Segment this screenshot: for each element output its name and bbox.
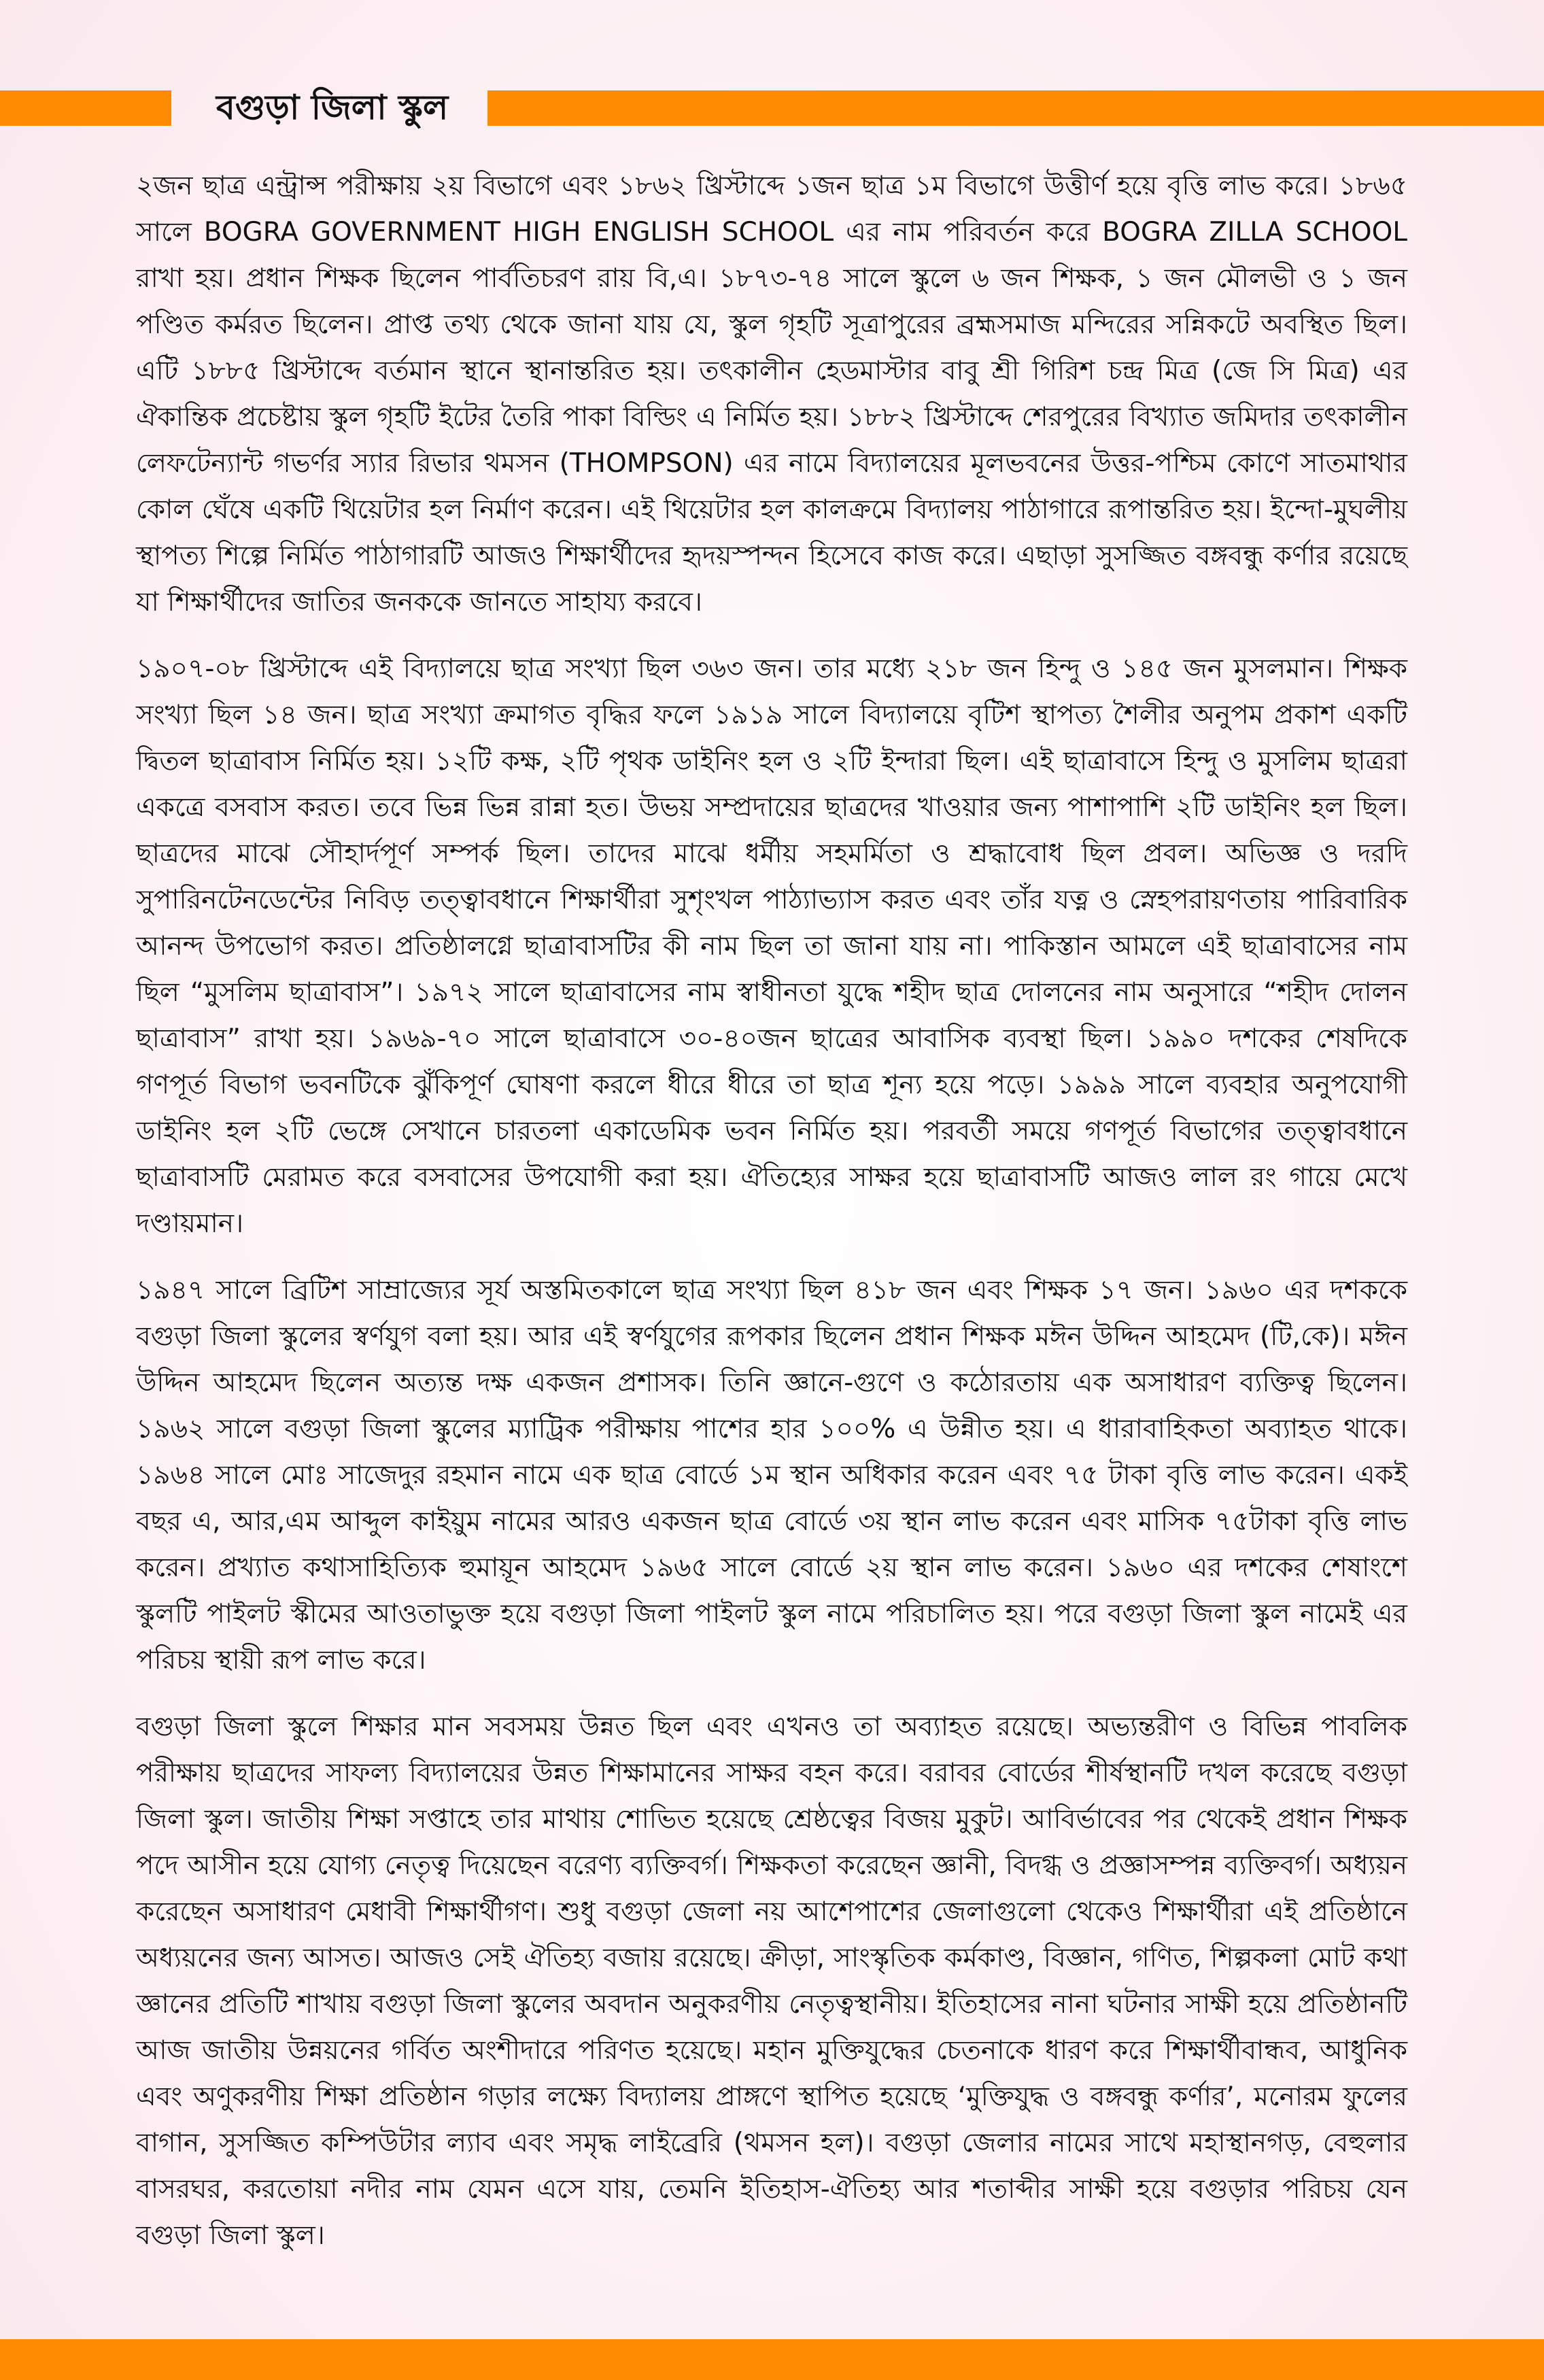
paragraph-golden-era: ১৯৪৭ সালে ব্রিটিশ সাম্রাজ্যের সূর্য অস্তমিতকালে ছাত্র সংখ্যা ছিল ৪১৮ জন এবং শিক্ষক ১৭ জন। ১৯৬০ এর দশককে বগুড়া জিলা স্কুলের স্বর্ণযুগ বলা হয়। আর এই স্বর্ণযুগের রূপকার ছিলেন প্রধান শিক্ষক মঈন উদ্দিন আহমেদ (টি,কে)। মঈন উদ্দিন আহমেদ ছিলেন অত্যন্ত দক্ষ একজন প্রশাসক। তিনি জ্ঞানে-গুণে ও কঠোরতায় এক অসাধারণ ব্যক্তিত্ব ছিলেন। ১৯৬২ সালে বগুড়া জিলা স্কুলের ম্যাট্রিক পরীক্ষায় পাশের হার ১০০% এ উন্নীত হয়। এ ধারাবাহিকতা অব্যাহত থাকে। ১৯৬৪ সালে মোঃ সাজেদুর রহমান নামে এক ছাত্র বোর্ডে ১ম স্থান অধিকার করেন এবং ৭৫ টাকা বৃত্তি লাভ করেন। একই বছর এ, আর,এম আব্দুল কাইয়ুম নামের আরও একজন ছাত্র বোর্ডে ৩য় স্থান লাভ করেন এবং মাসিক ৭৫টাকা বৃত্তি লাভ করেন। প্রখ্যাত কথাসাহিত্যিক হুমায়ূন আহমেদ ১৯৬৫ সালে বোর্ডে ২য় স্থান লাভ করেন। ১৯৬০ এর দশকের শেষাংশে স্কুলটি পাইলট স্কীমের আওতাভুক্ত হয়ে বগুড়া জিলা পাইলট স্কুল নামে পরিচালিত হয়। পরে বগুড়া জিলা স্কুল নামেই এর পরিচয় স্থায়ী রূপ লাভ করে। xyxy=(136,1275,1408,1676)
paragraph-history-early: ২জন ছাত্র এন্ট্রান্স পরীক্ষায় ২য় বিভাগে এবং ১৮৬২ খ্রিস্টাব্দে ১জন ছাত্র ১ম বিভাগে উত্তীর্ণ হয়ে বৃত্তি লাভ করে। ১৮৬৫ সালে BOGRA GOVERNMENT HIGH ENGLISH SCHOOL এর নাম পরিবর্তন করে BOGRA ZILLA SCHOOL রাখা হয়। প্রধান শিক্ষক ছিলেন পার্বতিচরণ রায় বি,এ। ১৮৭৩-৭৪ সালে স্কুলে ৬ জন শিক্ষক, ১ জন মৌলভী ও ১ জন পণ্ডিত কর্মরত ছিলেন। প্রাপ্ত তথ্য থেকে জানা যায় যে, স্কুল গৃহটি সূত্রাপুরের ব্রহ্মসমাজ মন্দিরের সন্নিকটে অবস্থিত ছিল। এটি ১৮৮৫ খ্রিস্টাব্দে বর্তমান স্থানে স্থানান্তরিত হয়। তৎকালীন হেডমাস্টার বাবু শ্রী গিরিশ চন্দ্র মিত্র (জে সি মিত্র) এর ঐকান্তিক প্রচেষ্টায় স্কুল গৃহটি ইটের তৈরি পাকা বিল্ডিং এ নির্মিত হয়। ১৮৮২ খ্রিস্টাব্দে শেরপুরের বিখ্যাত জমিদার তৎকালীন লেফটেন্যান্ট গভর্ণর স্যার রিভার থমসন (THOMPSON) এর নামে বিদ্যালয়ের মূলভবনের উত্তর-পশ্চিম কোণে সাতমাথার কোল ঘেঁষে একটি থিয়েটার হল নির্মাণ করেন। এই থিয়েটার হল কালক্রমে বিদ্যালয় পাঠাগারে রূপান্তরিত হয়। ইন্দো-মুঘলীয় স্থাপত্য শিল্পে নির্মিত পাঠাগারটি আজও শিক্ষার্থীদের হৃদয়স্পন্দন হিসেবে কাজ করে। এছাড়া সুসজ্জিত বঙ্গবন্ধু কর্ণার রয়েছে যা শিক্ষার্থীদের জাতির জনককে জানতে সাহায্য করবে। xyxy=(136,171,1407,617)
header-bar-right xyxy=(487,90,1544,126)
header-bar-left xyxy=(0,90,171,126)
paragraph-hostel: ১৯০৭-০৮ খ্রিস্টাব্দে এই বিদ্যালয়ে ছাত্র সংখ্যা ছিল ৩৬৩ জন। তার মধ্যে ২১৮ জন হিন্দু ও ১৪৫ জন মুসলমান। শিক্ষক সংখ্যা ছিল ১৪ জন। ছাত্র সংখ্যা ক্রমাগত বৃদ্ধির ফলে ১৯১৯ সালে বিদ্যালয়ে বৃটিশ স্থাপত্য শৈলীর অনুপম প্রকাশ একটি দ্বিতল ছাত্রাবাস নির্মিত হয়। ১২টি কক্ষ, ২টি পৃথক ডাইনিং হল ও ২টি ইন্দারা ছিল। এই ছাত্রাবাসে হিন্দু ও মুসলিম ছাত্ররা একত্রে বসবাস করত। তবে ভিন্ন ভিন্ন রান্না হত। উভয় সম্প্রদায়ের ছাত্রদের খাওয়ার জন্য পাশাপাশি ২টি ডাইনিং হল ছিল। ছাত্রদের মাঝে সৌহার্দপূর্ণ সম্পর্ক ছিল। তাদের মাঝে ধর্মীয় সহমর্মিতা ও শ্রদ্ধাবোধ ছিল প্রবল। অভিজ্ঞ ও দরদি সুপারিনটেনডেন্টের নিবিড় তত্ত্বাবধানে শিক্ষার্থীরা সুশৃংখল পাঠ্যাভ্যাস করত এবং তাঁর যত্ন ও স্নেহপরায়ণতায় পারিবারিক আনন্দ উপভোগ করত। প্রতিষ্ঠালগ্নে ছাত্রাবাসটির কী নাম ছিল তা জানা যায় না। পাকিস্তান আমলে এই ছাত্রাবাসের নাম ছিল “মুসলিম ছাত্রাবাস”। ১৯৭২ সালে ছাত্রাবাসের নাম স্বাধীনতা যুদ্ধে শহীদ ছাত্র দোলনের নাম অনুসারে “শহীদ দোলন ছাত্রাবাস” রাখা হয়। ১৯৬৯-৭০ সালে ছাত্রাবাসে ৩০-৪০জন ছাত্রের আবাসিক ব্যবস্থা ছিল। ১৯৯০ দশকের শেষদিকে গণপূর্ত বিভাগ ভবনটিকে ঝুঁকিপূর্ণ ঘোষণা করলে ধীরে ধীরে তা ছাত্র শূন্য হয়ে পড়ে। ১৯৯৯ সালে ব্যবহার অনুপযোগী ডাইনিং হল ২টি ভেঙ্গে সেখানে চারতলা একাডেমিক ভবন নির্মিত হয়। পরবর্তী সময়ে গণপূর্ত বিভাগের তত্ত্বাবধানে ছাত্রাবাসটি মেরামত করে বসবাসের উপযোগী করা হয়। ঐতিহ্যের সাক্ষর হয়ে ছাত্রাবাসটি আজও লাল রং গায়ে মেখে দণ্ডায়মান। xyxy=(136,653,1407,1239)
footer-bar xyxy=(0,2339,1544,2380)
article-body xyxy=(136,163,1407,2279)
page-title: বগুড়া জিলা স্কুল xyxy=(216,88,449,127)
paragraph-achievements: বগুড়া জিলা স্কুলে শিক্ষার মান সবসময় উন্নত ছিল এবং এখনও তা অব্যাহত রয়েছে। অভ্যন্তরীণ ও বিভিন্ন পাবলিক পরীক্ষায় ছাত্রদের সাফল্য বিদ্যালয়ের উন্নত শিক্ষামানের সাক্ষর বহন করে। বরাবর বোর্ডের শীর্ষস্থানটি দখল করেছে বগুড়া জিলা স্কুল। জাতীয় শিক্ষা সপ্তাহে তার মাথায় শোভিত হয়েছে শ্রেষ্ঠত্বের বিজয় মুকুট। আবির্ভাবের পর থেকেই প্রধান শিক্ষক পদে আসীন হয়ে যোগ্য নেতৃত্ব দিয়েছেন বরেণ্য ব্যক্তিবর্গ। শিক্ষকতা করেছেন জ্ঞানী, বিদগ্ধ ও প্রজ্ঞাসম্পন্ন ব্যক্তিবর্গ। অধ্যয়ন করেছেন অসাধারণ মেধাবী শিক্ষার্থীগণ। শুধু বগুড়া জেলা নয় আশেপাশের জেলাগুলো থেকেও শিক্ষার্থীরা এই প্রতিষ্ঠানে অধ্যয়নের জন্য আসত। আজও সেই ঐতিহ্য বজায় রয়েছে। ক্রীড়া, সাংস্কৃতিক কর্মকাণ্ড, বিজ্ঞান, গণিত, শিল্পকলা মোট কথা জ্ঞানের প্রতিটি শাখায় বগুড়া জিলা স্কুলের অবদান অনুকরণীয় নেতৃত্বস্থানীয়। ইতিহাসের নানা ঘটনার সাক্ষী হয়ে প্রতিষ্ঠানটি আজ জাতীয় উন্নয়নের গর্বিত অংশীদারে পরিণত হয়েছে। মহান মুক্তিযুদ্ধের চেতনাকে ধারণ করে শিক্ষার্থীবান্ধব, আধুনিক এবং অণুকরণীয় শিক্ষা প্রতিষ্ঠান গড়ার লক্ষ্যে বিদ্যালয় প্রাঙ্গণে স্থাপিত হয়েছে ‘মুক্তিযুদ্ধ ও বঙ্গবন্ধু কর্ণার’, মনোরম ফুলের বাগান, সুসজ্জিত কম্পিউটার ল্যাব এবং সমৃদ্ধ লাইব্রেরি (থমসন হল)। বগুড়া জেলার নামের সাথে মহাস্থানগড়, বেহুলার বাসরঘর, করতোয়া নদীর নাম যেমন এসে যায়, তেমনি ইতিহাস-ঐতিহ্য আর শতাব্দীর সাক্ষী হয়ে বগুড়ার পরিচয় যেন বগুড়া জিলা স্কুল। xyxy=(136,1712,1407,2251)
